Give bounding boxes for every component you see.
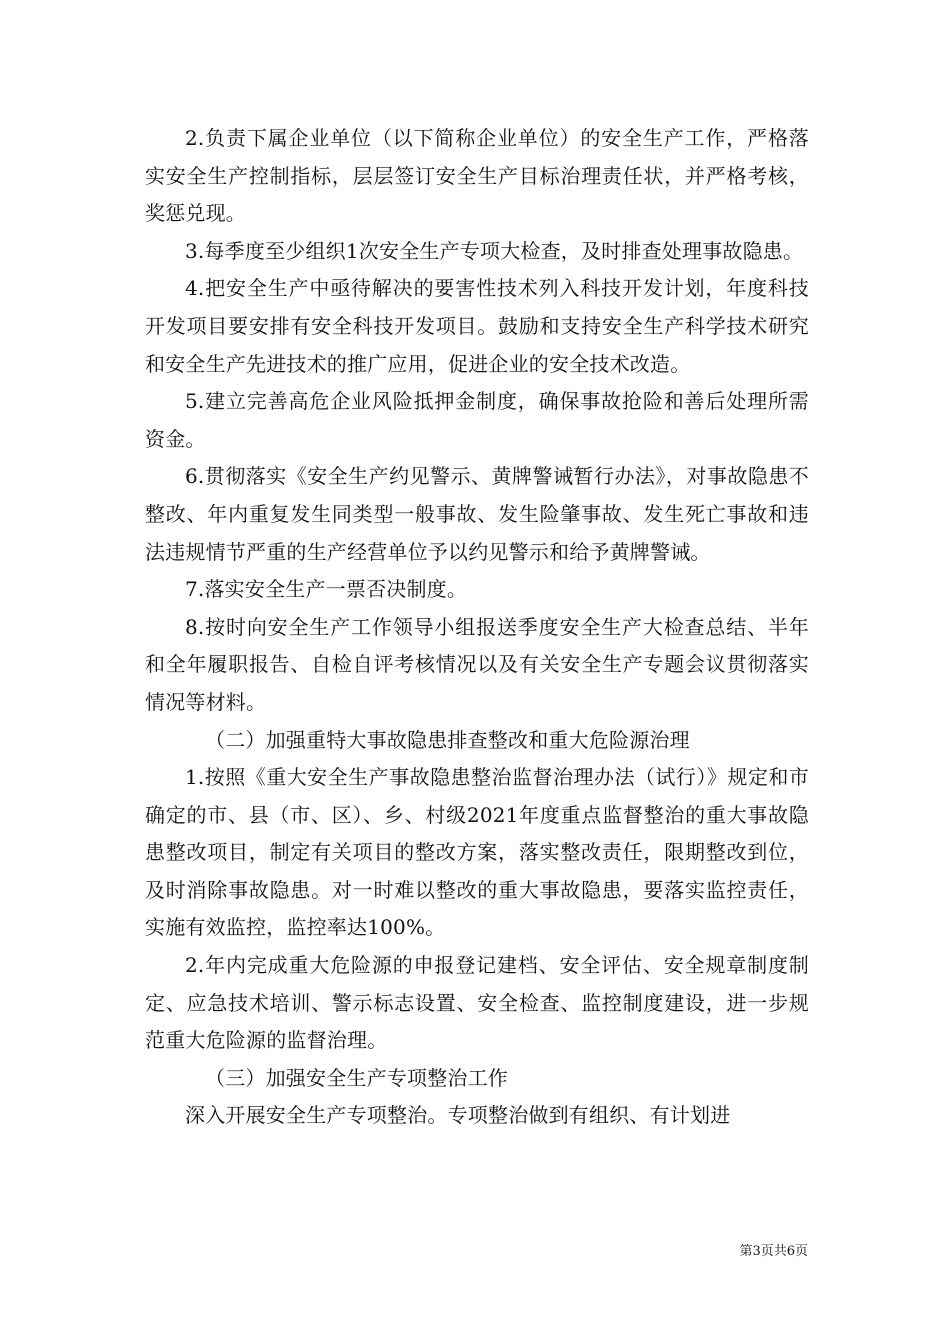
- paragraph-item-6: 6.贯彻落实《安全生产约见警示、黄牌警诫暂行办法》，对事故隐患不整改、年内重复发生同类型一般事故、发生险肇事故、发生死亡事故和违法违规情节严重的生产经营单位予以约见警示和给予黄牌警诫。: [145, 464, 809, 564]
- section-heading-3: （三）加强安全生产专项整治工作: [205, 1065, 508, 1090]
- page-number: 第3页共6页: [739, 1244, 808, 1259]
- paragraph-item-8: 8.按时向安全生产工作领导小组报送季度安全生产大检查总结、半年和全年履职报告、自检自评考核情况以及有关安全生产专题会议贯彻落实情况等材料。: [145, 614, 809, 714]
- document-body: [145, 120, 809, 1135]
- paragraph-item-2-2: 2.年内完成重大危险源的申报登记建档、安全评估、安全规章制度制定、应急技术培训、警示标志设置、安全检查、监控制度建设，进一步规范重大危险源的监督治理。: [145, 953, 809, 1053]
- paragraph-item-7: 7.落实安全生产一票否决制度。: [185, 577, 468, 602]
- paragraph-item-2-1: 1.按照《重大安全生产事故隐患整治监督治理办法（试行）》规定和市确定的市、县（市、区）、乡、村级2021年度重点监督整治的重大事故隐患整改项目，制定有关项目的整改方案，落实整改责任，限期整改到位，及时消除事故隐患。对一时难以整改的重大事故隐患，要落实监控责任，实施有效监控，监控率达100%。: [145, 765, 809, 940]
- paragraph-item-4: 4.把安全生产中亟待解决的要害性技术列入科技开发计划，年度科技开发项目要安排有安全科技开发项目。鼓励和支持安全生产科学技术研究和安全生产先进技术的推广应用，促进企业的安全技术改造。: [145, 276, 809, 376]
- paragraph-item-3: 3.每季度至少组织1次安全生产专项大检查，及时排查处理事故隐患。: [185, 238, 804, 263]
- paragraph-item-2: 2.负责下属企业单位（以下简称企业单位）的安全生产工作，严格落实安全生产控制指标，层层签订安全生产目标治理责任状，并严格考核，奖惩兑现。: [145, 126, 809, 226]
- paragraph-item-5: 5.建立完善高危企业风险抵押金制度，确保事故抢险和善后处理所需资金。: [145, 389, 809, 451]
- paragraph-section-3-intro: 深入开展安全生产专项整治。专项整治做到有组织、有计划进: [185, 1103, 731, 1128]
- section-heading-2: （二）加强重特大事故隐患排查整改和重大危险源治理: [205, 727, 690, 752]
